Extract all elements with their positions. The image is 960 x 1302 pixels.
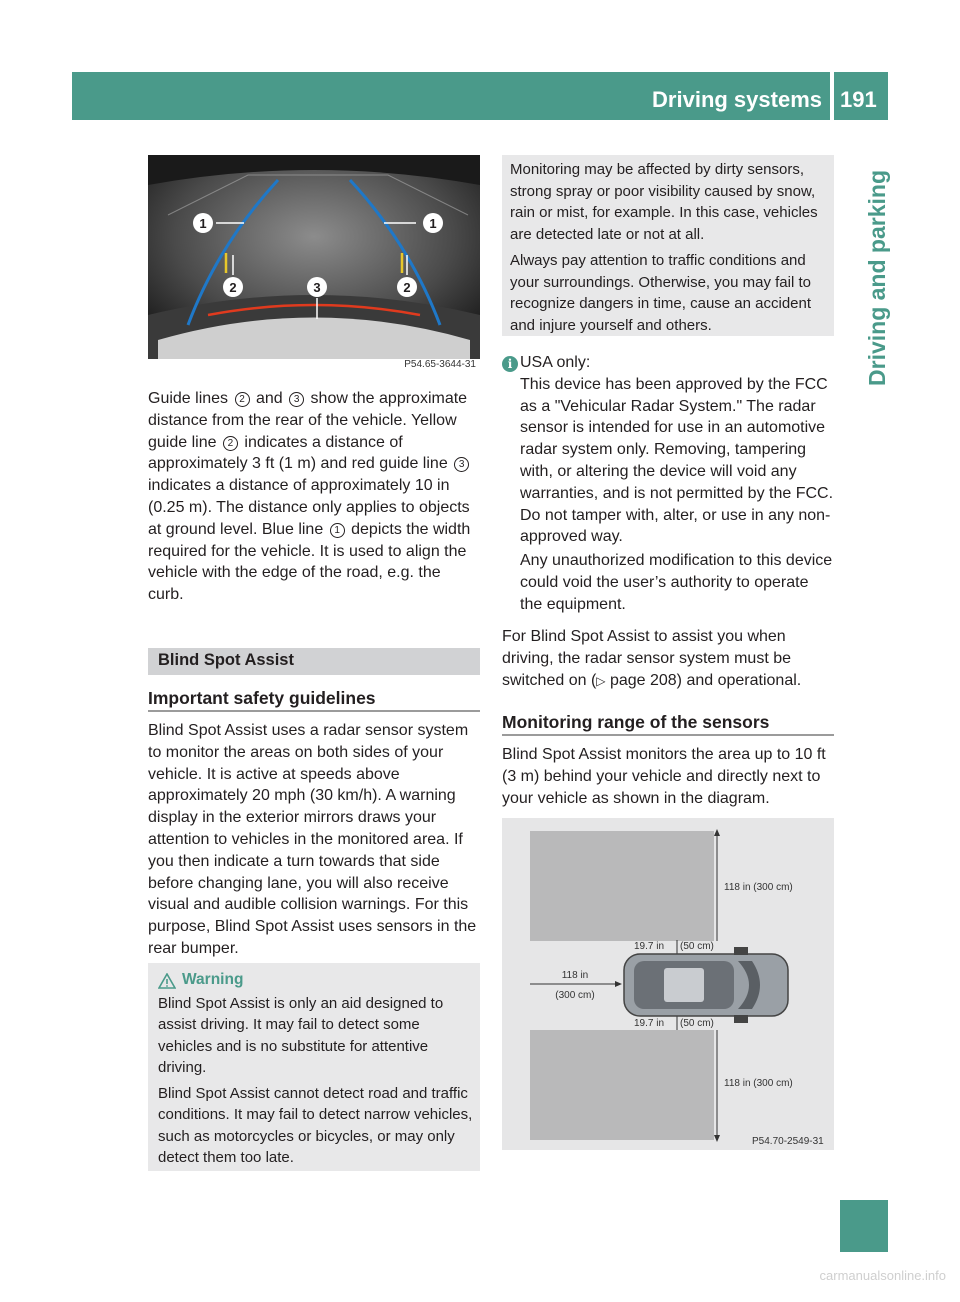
usa-only-note: [520, 352, 834, 616]
rear-camera-image: [148, 155, 480, 375]
safety-guidelines-heading: Important safety guidelines: [148, 688, 376, 708]
section-heading-bar: [148, 648, 480, 675]
callout-2-ref: 2: [235, 392, 250, 407]
monitoring-range-body: Blind Spot Assist monitors the area up to 10 ft (3 m) behind your vehicle and directly next to your vehicle as shown in the diagram.: [502, 746, 826, 807]
warning-title: Warning: [182, 971, 244, 988]
svg-text:1: 1: [429, 216, 437, 231]
diagram-gap-top-cm: (50 cm): [680, 941, 714, 952]
callout-1-ref: 1: [330, 523, 345, 538]
thumb-index-block: [840, 1200, 888, 1252]
diagram-gap-bottom-in: 19.7 in: [634, 1018, 665, 1029]
svg-text:2: 2: [403, 280, 411, 295]
camera-callout-3: [307, 277, 327, 297]
upper-detection-zone: [530, 831, 714, 941]
diagram-gap-bottom-cm: (50 cm): [680, 1018, 714, 1029]
rear-camera-illustration: [148, 155, 480, 375]
blind-spot-body: Blind Spot Assist uses a radar sensor system to monitor the areas on both sides of your vehicle. It is active at speeds above approximately 20 mph (30 km/h). A warning display in the exterior mirrors draws your attention to vehicles in the monitored area. If you then indicate a turn towards that side before changing lane, you will also receive visual and audible collision warnings. For this purpose, Blind Spot Assist uses sensors in the rear bumper.: [148, 722, 477, 957]
svg-text:1: 1: [199, 216, 207, 231]
camera-callout-2-left: [223, 277, 243, 297]
monitoring-range-heading: Monitoring range of the sensors: [502, 712, 770, 732]
modification-paragraph: Any unauthorized modification to this device could void the user’s authority to operate the equipment.: [520, 552, 833, 613]
usa-only-heading: USA only:: [520, 354, 591, 371]
section-title: Blind Spot Assist: [158, 651, 294, 669]
page-number: 191: [840, 87, 877, 112]
monitoring-paragraph-2: Always pay attention to traffic conditions and your surroundings. Otherwise, you may fail to recognize dangers in time, cause an accident and injure yourself and others.: [510, 251, 812, 334]
heading-rule: [502, 734, 834, 736]
callout-3-ref: 3: [289, 392, 304, 407]
camera-callout-1-left: [193, 213, 213, 233]
page-section-title: Driving systems: [652, 87, 822, 112]
diagram-gap-top-in: 19.7 in: [634, 941, 665, 952]
warning-paragraph-1: Blind Spot Assist is only an aid designed to assist driving. It may fail to detect some vehicles and is no substitute for attentive driving.: [158, 994, 444, 1076]
guide-lines-paragraph: Guide lines 2 and 3 show the approximate distance from the rear of the vehicle. Yellow guide line 2 indicates a distance of approximately 3 ft (1 m) and red guide line 3 indicates a distance of approximately 10 in (0.25 m). The distance only applies to objects at ground level. Blue line 1 depicts the width required for the vehicle. It is used to align the vehicle with the edge of the road, e.g. the curb.: [148, 390, 471, 604]
camera-callout-1-right: [423, 213, 443, 233]
diagram-top-length-label: 118 in (300 cm): [724, 882, 793, 893]
diagram-rear-in: 118 in: [561, 970, 589, 981]
fcc-paragraph: This device has been approved by the FCC as a "Vehicular Radar System." The radar sensor is intended for use in an automotive radar system only. Removing, tampering with, or altering the device will void any warranties, and is not permitted by the FCC. Do not tamper with, alter, or use in any non-approved way.: [520, 375, 834, 546]
camera-callout-2-right: [397, 277, 417, 297]
header-divider: [830, 72, 834, 120]
svg-text:2: 2: [229, 280, 237, 295]
monitoring-note-box: [502, 155, 834, 336]
warning-triangle-icon: [158, 973, 176, 989]
warning-paragraph-2: Blind Spot Assist cannot detect road and traffic conditions. It may fail to detect narrow vehicles, such as motorcycles or bicycles, or may only detect them too late.: [158, 1084, 473, 1166]
chapter-side-tab: Driving and parking: [864, 170, 890, 386]
svg-text:3: 3: [313, 280, 321, 295]
monitoring-range-diagram: [502, 818, 834, 1150]
car-top-view: [624, 947, 788, 1023]
info-icon: i: [502, 356, 518, 372]
heading-rule: [148, 710, 480, 712]
diagram-rear-cm: (300 cm): [555, 990, 595, 1001]
callout-3-ref: 3: [454, 457, 469, 472]
diagram-bottom-length-label: 118 in (300 cm): [724, 1078, 793, 1089]
callout-2-ref: 2: [223, 436, 238, 451]
sensor-range-diagram: [502, 818, 834, 1150]
diagram-code: P54.70-2549-31: [752, 1136, 824, 1147]
figure-code: P54.65-3644-31: [404, 359, 476, 370]
monitoring-paragraph-1: Monitoring may be affected by dirty sensors, strong spray or poor visibility caused by snow, rain or mist, for example. In this case, vehicles are detected late or not at all.: [510, 161, 818, 244]
footer-watermark: carmanualsonline.info: [819, 1268, 946, 1283]
activation-paragraph: For Blind Spot Assist to assist you when driving, the radar sensor system must be switched on (▷ page 208) and operational.: [502, 628, 802, 689]
warning-box: [148, 963, 480, 1171]
lower-detection-zone: [530, 1030, 714, 1140]
page-reference-arrow-icon: ▷: [596, 673, 606, 688]
